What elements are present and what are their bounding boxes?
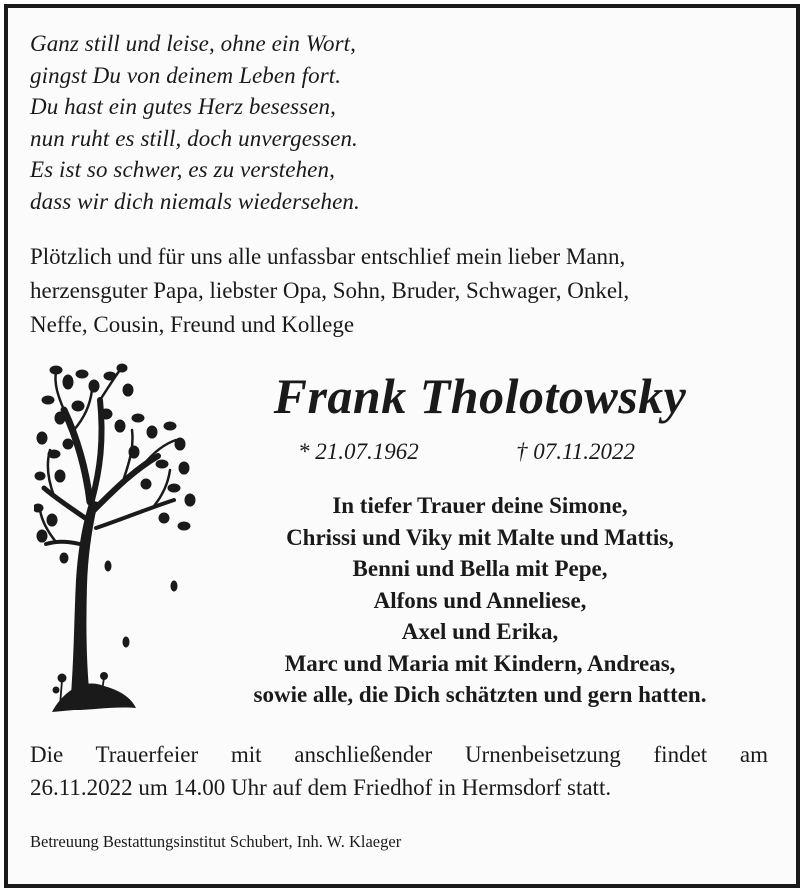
- funeral-line: 26.11.2022 um 14.00 Uhr auf dem Friedhof in Hermsdorf statt.: [30, 775, 612, 800]
- poem-line: Du hast ein gutes Herz besessen,: [30, 94, 336, 119]
- mourner-line: Benni und Bella mit Pepe,: [352, 556, 608, 581]
- funeral-details: [30, 738, 768, 804]
- announcement-line: Plötzlich und für uns alle unfassbar entschlief mein lieber Mann,: [30, 244, 626, 269]
- mourner-line: In tiefer Trauer deine Simone,: [332, 493, 628, 518]
- mourner-line: Chrissi und Viky mit Malte und Mattis,: [286, 524, 674, 550]
- poem-line: gingst Du von deinem Leben fort.: [30, 62, 342, 88]
- mourner-line: Axel und Erika,: [401, 619, 559, 644]
- mourner-line: Alfons und Anneliese,: [373, 587, 587, 613]
- poem-line: Es ist so schwer, es zu verstehen,: [30, 157, 335, 182]
- birth-date: * 21.07.1962: [298, 439, 419, 464]
- poem-line: Ganz still und leise, ohne ein Wort,: [30, 31, 357, 56]
- death-date: † 07.11.2022: [516, 439, 636, 464]
- mourner-line: sowie alle, die Dich schätzten und gern hatten.: [253, 682, 707, 707]
- mourner-line: Marc und Maria mit Kindern, Andreas,: [284, 650, 676, 676]
- poem-line: nun ruht es still, doch unvergessen.: [30, 125, 358, 151]
- funeral-home-credit: Betreuung Bestattungsinstitut Schubert, Inh. W. Klaeger: [30, 832, 402, 851]
- poem: [30, 28, 360, 217]
- funeral-line: Die Trauerfeier mit anschließender Urnenbeisetzung findet am: [30, 742, 768, 767]
- mourners-list: [190, 490, 770, 711]
- announcement-line: Neffe, Cousin, Freund und Kollege: [30, 312, 355, 337]
- tree-icon: [34, 360, 204, 720]
- deceased-name: Frank Tholotowsky: [273, 368, 687, 424]
- poem-line: dass wir dich niemals wiedersehen.: [30, 188, 360, 214]
- announcement-line: herzensguter Papa, liebster Opa, Sohn, Bruder, Schwager, Onkel,: [30, 278, 630, 303]
- announcement-text: [30, 240, 629, 342]
